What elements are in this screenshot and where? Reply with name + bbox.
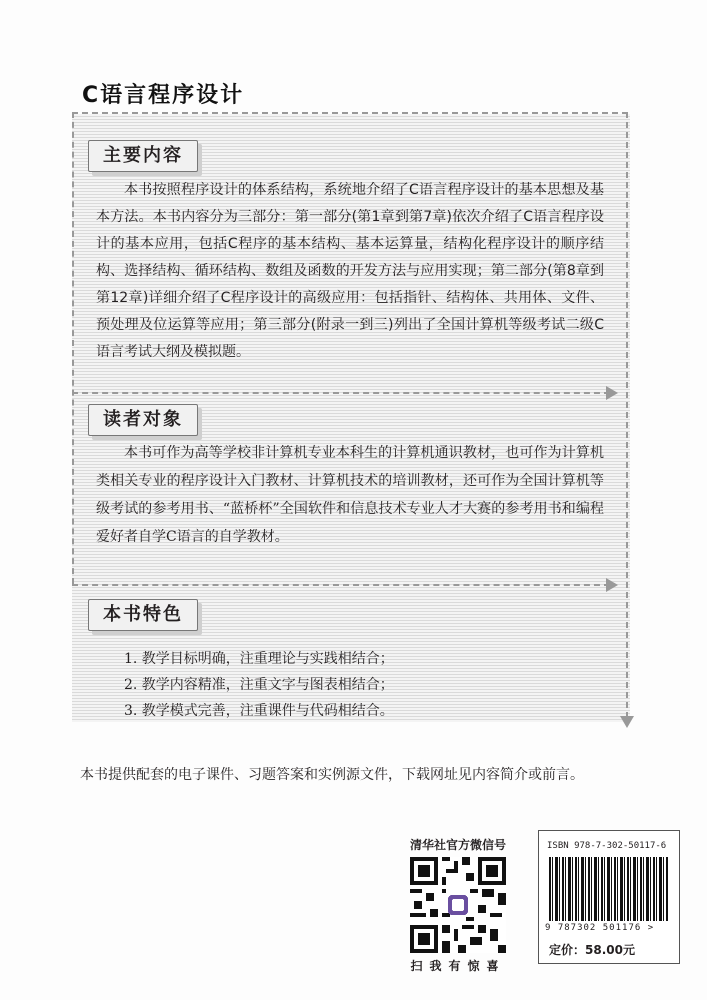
section-heading-readers: 读者对象 <box>88 404 198 436</box>
qr-code-icon <box>410 857 506 953</box>
list-item: 1. 教学目标明确，注重理论与实践相结合； <box>124 651 394 667</box>
isbn-number: ISBN 978-7-302-50117-6 <box>547 841 667 851</box>
dashed-connector-1 <box>72 392 610 394</box>
dashed-frame-top <box>72 112 628 114</box>
list-item: 2. 教学内容精准，注重文字与图表相结合； <box>124 677 394 693</box>
barcode-digits: 9 787302 501176 > <box>545 923 655 933</box>
list-item: 3. 教学模式完善，注重课件与代码相结合。 <box>124 703 394 719</box>
arrow-right-icon <box>606 386 618 400</box>
resources-note: 本书提供配套的电子课件、习题答案和实例源文件，下载网址见内容简介或前言。 <box>80 767 584 783</box>
dashed-frame-right <box>626 112 628 718</box>
dashed-connector-2 <box>72 584 610 586</box>
isbn-barcode-block <box>538 830 680 964</box>
section-heading-content: 主要内容 <box>88 140 198 172</box>
qr-block <box>398 836 518 974</box>
features-list <box>124 646 394 724</box>
price: 定价：58.00元 <box>549 943 635 957</box>
arrow-right-icon <box>606 578 618 592</box>
dashed-frame-left <box>72 112 74 584</box>
section-heading-features: 本书特色 <box>88 599 198 631</box>
book-title: C语言程序设计 <box>82 83 245 108</box>
readers-paragraph: 本书可作为高等学校非计算机专业本科生的计算机通识教材，也可作为计算机类相关专业的程序设计入门教材、计算机技术的培训教材，还可作为全国计算机等级考试的参考用书、“蓝桥杯”全国软件和信息技术专业人才大赛的参考用书和编程爱好者自学C语言的自学教材。 <box>96 445 604 545</box>
arrow-down-icon <box>620 716 634 728</box>
content-paragraph: 本书按照程序设计的体系结构，系统地介绍了C语言程序设计的基本思想及基本方法。本书内容分为三部分：第一部分(第1章到第7章)依次介绍了C语言程序设计的基本应用，包括C程序的基本结构、基本运算量，结构化程序设计的顺序结构、选择结构、循环结构、数组及函数的开发方法与应用实现；第二部分(第8章到第12章)详细介绍了C程序设计的高级应用：包括指针、结构体、共用体、文件、预处理及位运算等应用；第三部分(附录一到三)列出了全国计算机等级考试二级C语言考试大纲及模拟题。 <box>96 182 604 360</box>
qr-title: 清华社官方微信号 <box>409 838 506 852</box>
barcode-icon <box>549 857 669 921</box>
qr-caption: 扫我有惊喜 <box>410 959 506 973</box>
